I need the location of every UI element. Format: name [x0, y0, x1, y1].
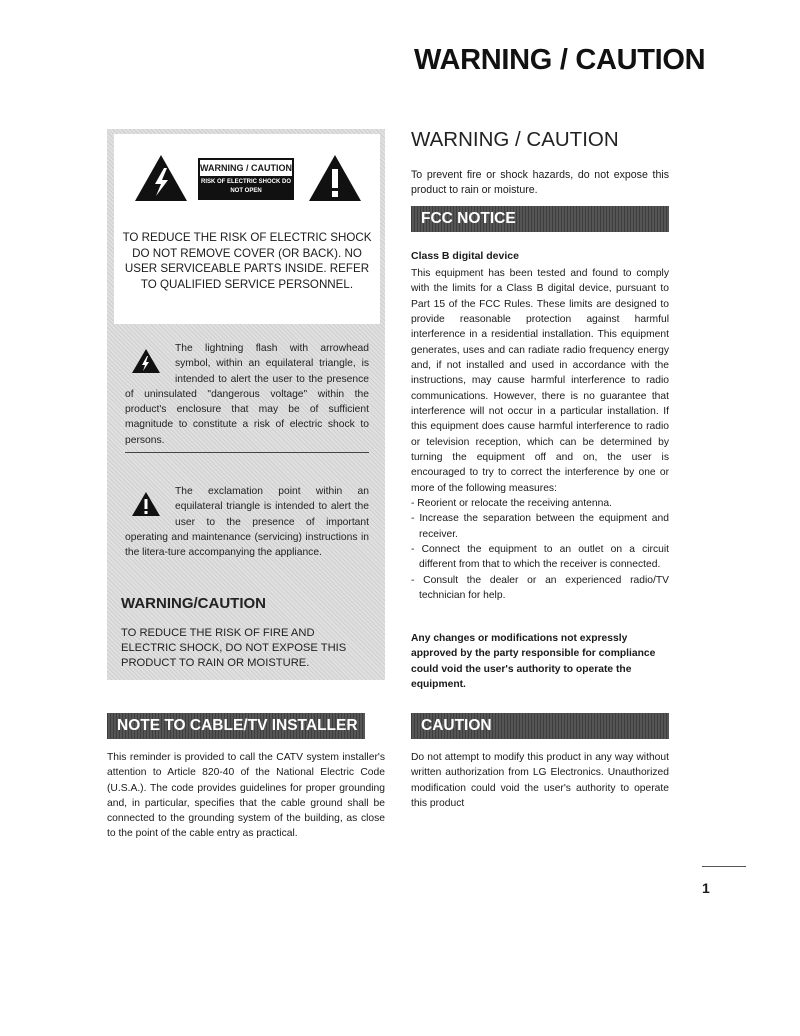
- exclamation-small-icon: [131, 491, 161, 517]
- warning-label-title: WARNING / CAUTION: [200, 160, 292, 177]
- lightning-small-icon: [131, 348, 161, 374]
- divider: [125, 452, 369, 453]
- class-b-subheading: Class B digital device: [411, 250, 519, 262]
- left-warning-text: TO REDUCE THE RISK OF FIRE AND ELECTRIC SHOCK, DO NOT EXPOSE THIS PRODUCT TO RAIN OR MOISTURE.: [121, 627, 347, 669]
- installer-note-heading: NOTE TO CABLE/TV INSTALLER: [107, 713, 365, 739]
- page-header: WARNING / CAUTION: [414, 44, 706, 76]
- caution-text: Do not attempt to modify this product in any way without written authorization from LG Electronics. Unauthorized modification could void the user's authority to operate this product: [411, 752, 669, 809]
- lightning-triangle-icon: [134, 154, 188, 202]
- symbol-row: [114, 154, 380, 204]
- exclamation-triangle-icon: [308, 154, 362, 202]
- fcc-notice-heading: FCC NOTICE: [411, 206, 669, 232]
- exclamation-explanation: [125, 484, 369, 560]
- warning-symbol-box: [114, 134, 380, 324]
- warning-label: [198, 158, 294, 200]
- fcc-compliance-notice: Any changes or modifications not expressly approved by the party responsible for compliance could void the user's authority to operate the equipment.: [411, 633, 656, 690]
- installer-note-text: This reminder is provided to call the CATV system installer's attention to Article 820-40 of the National Electric Code (U.S.A.). The code provides guidelines for proper grounding and, in particular, specifies that the cable ground shall be connected to the grounding system of the building, as close to the point of the cable entry as practical.: [107, 752, 385, 840]
- exclamation-explanation-text: The exclamation point within an equilateral triangle is intended to alert the user to the presence of important operating and maintenance (servicing) instructions in the litera-ture accompanying the appliance.: [125, 486, 369, 559]
- warning-label-subtitle: RISK OF ELECTRIC SHOCK DO NOT OPEN: [200, 176, 292, 198]
- safety-symbols-panel: [107, 129, 385, 680]
- electric-shock-caption: TO REDUCE THE RISK OF ELECTRIC SHOCK DO NOT REMOVE COVER (OR BACK). NO USER SERVICEABLE PARTS INSIDE. REFER TO QUALIFIED SERVICE PERSONNEL.: [122, 231, 372, 291]
- list-item: - Reorient or relocate the receiving antenna.: [411, 496, 669, 511]
- list-item: - Connect the equipment to an outlet on a circuit different from that to which the receiver is connected.: [411, 542, 669, 573]
- left-warning-title: WARNING/CAUTION: [121, 595, 266, 612]
- lightning-explanation-text: The lightning flash with arrowhead symbol, within an equilateral triangle, is intended to alert the user to the presence of uninsulated "dangerous voltage" within the product's enclosure that may be of sufficient magnitude to constitute a risk of electric shock to persons.: [125, 343, 369, 446]
- fcc-body-text: This equipment has been tested and found to comply with the limits for a Class B digital device, pursuant to Part 15 of the FCC Rules. These limits are designed to provide reasonable protection against harmful interference in a residential installation. This equipment generates, uses and can radiate radio frequency energy and, if not installed and used in accordance with the instructions, may cause harmful interference to radio communications. However, there is no guarantee that interference will not occur in a particular installation. If this equipment does cause harmful interference to radio or television reception, which can be determined by turning the equipment off and on, the user is encouraged to try to correct the interference by one or more of the following measures:: [411, 268, 669, 494]
- intro-text: To prevent fire or shock hazards, do not expose this product to rain or moisture.: [411, 169, 669, 196]
- page-number: 1: [702, 880, 710, 896]
- fcc-measures-list: [411, 496, 669, 603]
- list-item: - Consult the dealer or an experienced radio/TV technician for help.: [411, 573, 669, 604]
- section-title: WARNING / CAUTION: [411, 128, 619, 151]
- page-number-rule: [702, 866, 746, 867]
- list-item: - Increase the separation between the equipment and receiver.: [411, 511, 669, 542]
- lightning-explanation: [125, 341, 369, 448]
- caution-heading: CAUTION: [411, 713, 669, 739]
